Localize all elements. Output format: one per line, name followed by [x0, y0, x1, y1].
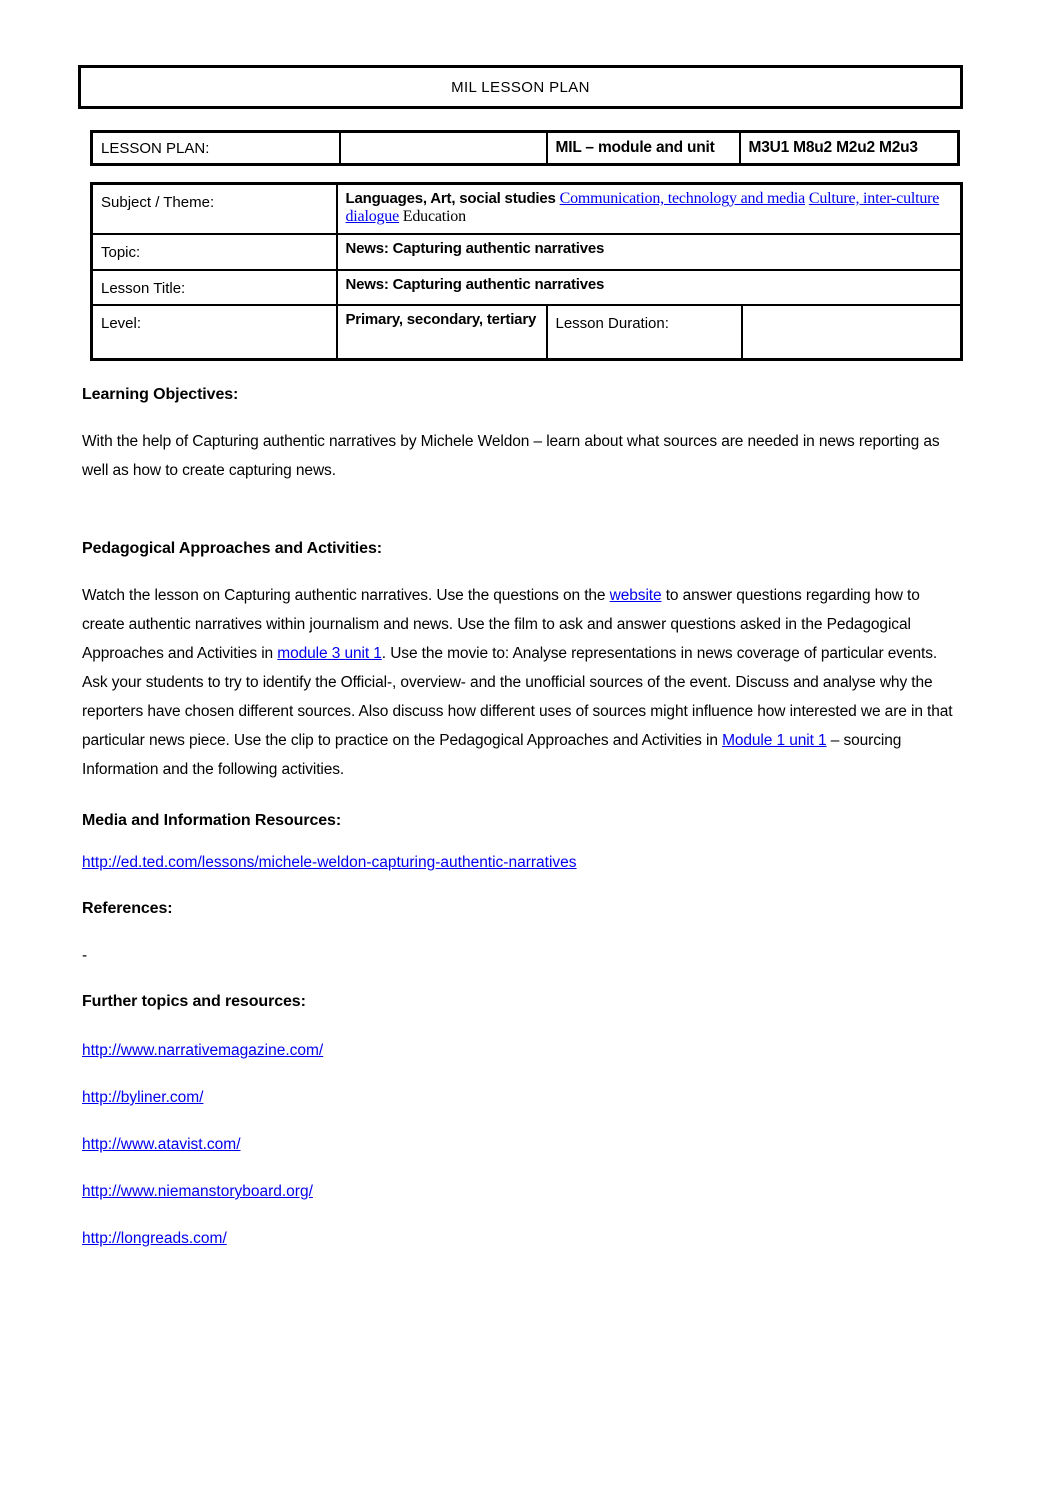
ted-lesson-link[interactable]: http://ed.ted.com/lessons/michele-weldon-capturing-authentic-narratives [82, 854, 577, 871]
pedagogical-paragraph [82, 581, 954, 784]
table-row [92, 305, 962, 360]
learning-objectives-heading: Learning Objectives: [82, 386, 239, 403]
lesson-duration-label: Lesson Duration: [555, 314, 669, 332]
topic-label: Topic: [101, 243, 141, 261]
website-link[interactable]: website [609, 587, 662, 604]
module-unit-value: M3U1 M8u2 M2u2 M2u3 [748, 139, 918, 156]
pedagogical-text-4: – sourcing Information and the following activities. [82, 732, 902, 778]
level-label-cell [92, 305, 337, 360]
media-resources-heading: Media and Information Resources: [82, 812, 342, 829]
pedagogical-text-2: to answer questions regarding how to create authentic narratives within journalism and news. Use the film to ask and answer questions asked in the Pedagogical Approaches and Activities in [82, 587, 920, 662]
niemanstoryboard-link[interactable]: http://www.niemanstoryboard.org/ [82, 1183, 313, 1200]
lesson-plan-table [90, 130, 960, 166]
table-row [92, 234, 962, 270]
lesson-duration-value-cell [742, 305, 962, 360]
further-topics-heading: Further topics and resources: [82, 993, 306, 1010]
further-link-line [82, 1135, 960, 1155]
lesson-title-value: News: Capturing authentic narratives [345, 275, 605, 293]
table-row [92, 270, 962, 305]
further-link-line [82, 1182, 960, 1202]
byliner-link[interactable]: http://byliner.com/ [82, 1089, 204, 1106]
subject-theme-label: Subject / Theme: [101, 194, 215, 211]
subject-theme-value-cell [337, 184, 962, 234]
subject-theme-label-cell [92, 184, 337, 234]
topic-label-cell [92, 234, 337, 270]
lesson-info-table [90, 182, 963, 361]
references-heading: References: [82, 900, 173, 917]
subject-link-culture[interactable]: Culture, inter-culture dialogue [345, 190, 940, 225]
table-row [92, 132, 959, 165]
topic-value-cell [337, 234, 962, 270]
pedagogical-text-3: . Use the movie to: Analyse representations in news coverage of particular events. Ask your students to try to identify the Official-, overview- and the unofficial sources of the event. Discuss and analyse why the reporters have chosen different sources. Also discuss how different uses of sources might influence how interested we are in that particular news piece. Use the clip to practice on the Pedagogical Approaches and Activities in [82, 645, 953, 749]
table-row [92, 184, 962, 234]
document-title-box [78, 65, 963, 109]
topic-value: News: Capturing authentic narratives [345, 239, 605, 257]
module-unit-value-cell [740, 132, 959, 165]
subject-suffix-text: Education [399, 208, 466, 225]
lesson-title-label: Lesson Title: [101, 279, 186, 297]
learning-objectives-paragraph: With the help of Capturing authentic narratives by Michele Weldon – learn about what sources are needed in news reporting as well as how to create capturing news. [82, 433, 940, 479]
level-value-cell [337, 305, 547, 360]
module-1-unit-1-link[interactable]: Module 1 unit 1 [722, 732, 827, 749]
narrativemagazine-link[interactable]: http://www.narrativemagazine.com/ [82, 1042, 324, 1059]
lesson-plan-label: LESSON PLAN: [101, 139, 210, 157]
media-resources-link-line [82, 853, 960, 873]
document-title: MIL LESSON PLAN [451, 78, 590, 96]
lesson-plan-value-cell [340, 132, 547, 165]
module-unit-label: MIL – module and unit [555, 139, 715, 156]
longreads-link[interactable]: http://longreads.com/ [82, 1230, 227, 1247]
references-dash: - [82, 947, 88, 964]
further-link-line [82, 1041, 960, 1061]
pedagogical-text-1: Watch the lesson on Capturing authentic narratives. Use the questions on the [82, 587, 610, 604]
lesson-title-value-cell [337, 270, 962, 305]
lesson-title-label-cell [92, 270, 337, 305]
subject-plain-text: Languages, Art, social studies [345, 190, 560, 207]
further-link-line [82, 1229, 960, 1249]
pedagogical-heading: Pedagogical Approaches and Activities: [82, 540, 382, 557]
atavist-link[interactable]: http://www.atavist.com/ [82, 1136, 241, 1153]
lesson-plan-label-cell [92, 132, 340, 165]
level-label: Level: [101, 314, 142, 332]
lesson-duration-label-cell [547, 305, 742, 360]
level-value: Primary, secondary, tertiary [345, 310, 537, 328]
module-unit-label-cell [547, 132, 740, 165]
subject-link-communication[interactable]: Communication, technology and media [559, 190, 806, 207]
module-3-unit-1-link[interactable]: module 3 unit 1 [277, 645, 382, 662]
further-link-line [82, 1088, 960, 1108]
